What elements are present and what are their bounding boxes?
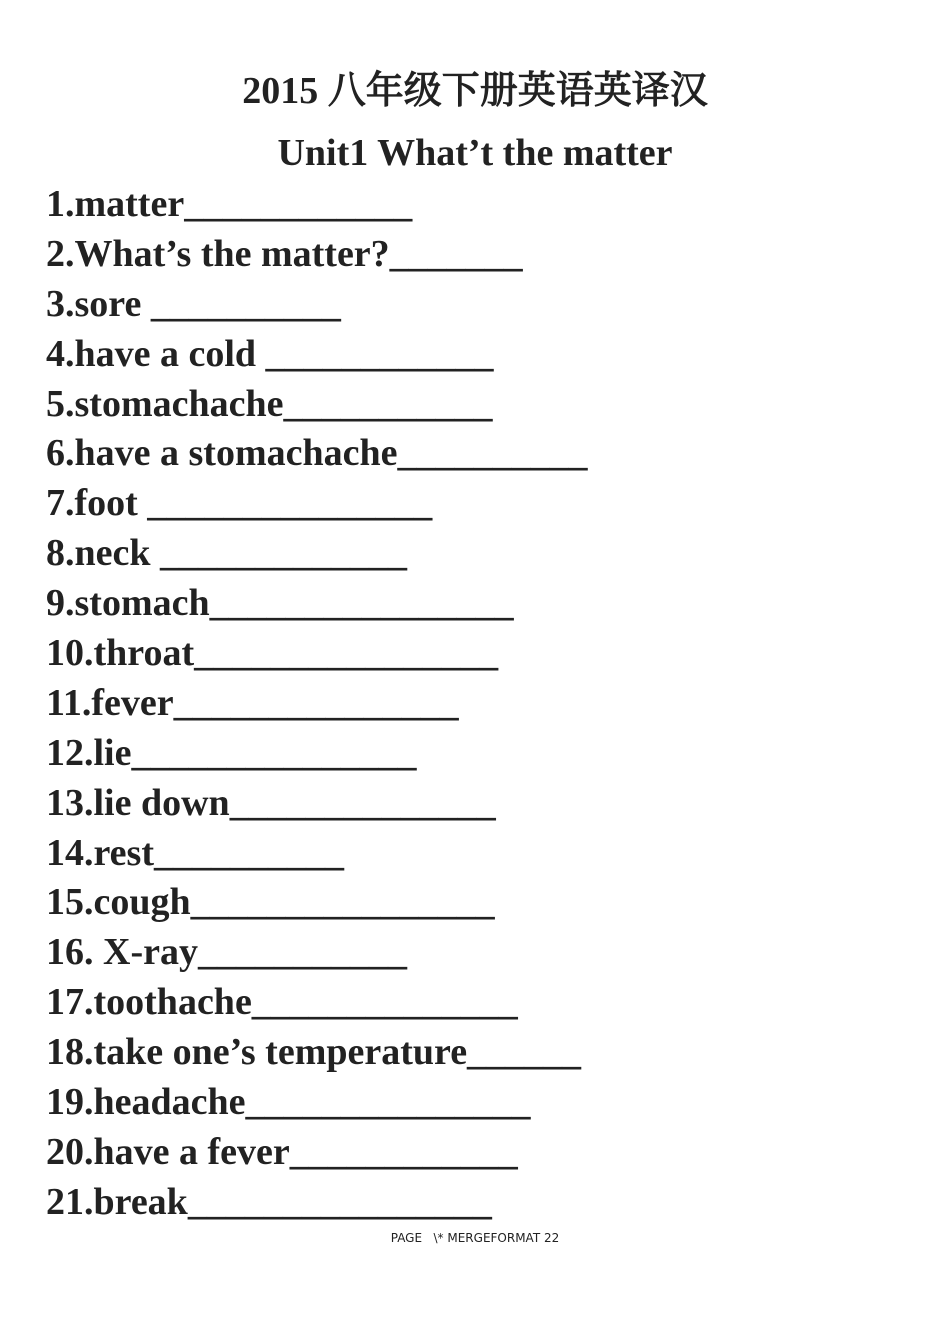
vocab-item-2: 2.What’s the matter?_______ <box>46 232 523 275</box>
vocab-item-7: 7.foot _______________ <box>46 482 433 525</box>
vocab-item-15: 15.cough________________ <box>46 881 495 924</box>
vocab-item-12: 12.lie_______________ <box>46 731 417 774</box>
vocab-item-1: 1.matter____________ <box>46 183 413 225</box>
vocab-item-10: 10.throat________________ <box>46 632 499 675</box>
vocab-item-19: 19.headache_______________ <box>46 1081 531 1124</box>
vocab-item-17: 17.toothache______________ <box>46 981 518 1024</box>
vocab-item-21: 21.break________________ <box>46 1180 492 1223</box>
vocab-item-6: 6.have a stomachache__________ <box>46 432 588 475</box>
unit-subtitle: Unit1 What’t the matter <box>277 132 673 174</box>
page-number-footer: PAGE \* MERGEFORMAT 22 <box>390 1231 560 1245</box>
vocab-item-20: 20.have a fever____________ <box>46 1130 518 1173</box>
vocab-item-11: 11.fever_______________ <box>46 681 459 724</box>
vocab-item-16: 16. X-ray___________ <box>46 931 407 974</box>
vocab-item-9: 9.stomach________________ <box>46 582 514 625</box>
vocab-item-13: 13.lie down______________ <box>46 781 496 824</box>
vocab-item-8: 8.neck _____________ <box>46 532 407 575</box>
vocab-item-5: 5.stomachache___________ <box>46 382 493 425</box>
vocab-item-4: 4.have a cold ____________ <box>46 332 494 375</box>
vocab-item-18: 18.take one’s temperature______ <box>46 1031 582 1074</box>
vocab-item-14: 14.rest__________ <box>46 831 344 874</box>
vocabulary-list <box>46 180 906 1228</box>
page-title: 2015 八年级下册英语英译汉 <box>242 70 708 112</box>
vocab-item-3: 3.sore __________ <box>46 282 341 325</box>
